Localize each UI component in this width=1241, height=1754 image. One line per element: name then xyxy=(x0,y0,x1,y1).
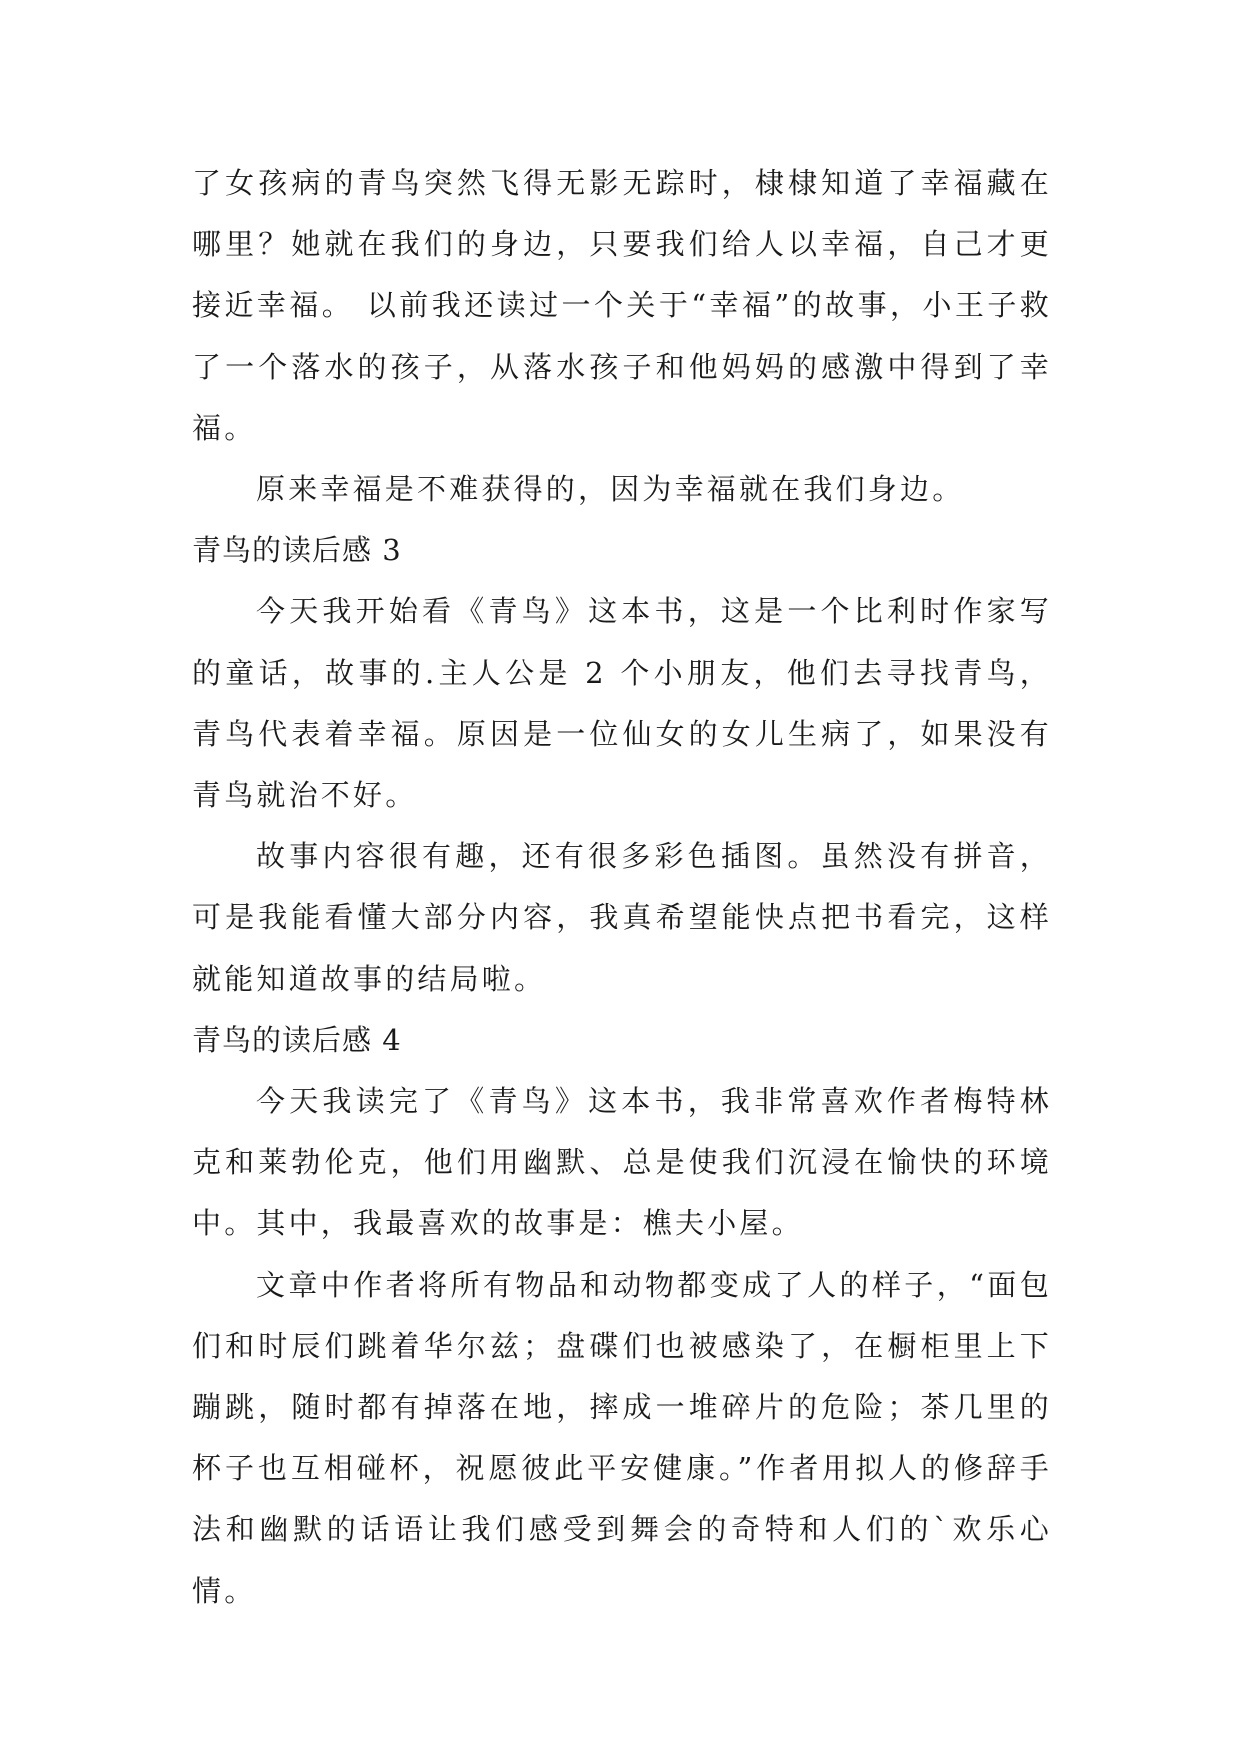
paragraph: 文章中作者将所有物品和动物都变成了人的样子，“面包们和时辰们跳着华尔兹；盘碟们也被感染了，在橱柜里上下蹦跳，随时都有掉落在地，摔成一堆碎片的危险；茶几里的杯子也互相碰杯，祝愿彼此平安健康。”作者用拟人的修辞手法和幽默的话语让我们感受到舞会的奇特和人们的`欢乐心情。 xyxy=(192,1267,1052,1608)
paragraph: 原来幸福是不难获得的，因为幸福就在我们身边。 xyxy=(256,472,965,507)
paragraph: 今天我开始看《青鸟》这本书，这是一个比利时作家写的童话，故事的.主人公是 2 个小朋友，他们去寻找青鸟，青鸟代表着幸福。原因是一位仙女的女儿生病了，如果没有青鸟就治不好。 xyxy=(192,594,1052,813)
document-body xyxy=(192,153,1052,1622)
paragraph: 了女孩病的青鸟突然飞得无影无踪时，棣棣知道了幸福藏在哪里？她就在我们的身边，只要我们给人以幸福，自己才更接近幸福。 以前我还读过一个关于“幸福”的故事，小王子救了一个落水的孩子，从落水孩子和他妈妈的感激中得到了幸福。 xyxy=(192,166,1052,445)
section-heading: 青鸟的读后感 3 xyxy=(192,533,402,568)
section-heading: 青鸟的读后感 4 xyxy=(192,1022,402,1057)
paragraph: 今天我读完了《青鸟》这本书，我非常喜欢作者梅特林克和莱勃伦克，他们用幽默、总是使我们沉浸在愉快的环境中。其中，我最喜欢的故事是：樵夫小屋。 xyxy=(192,1084,1052,1241)
paragraph: 故事内容很有趣，还有很多彩色插图。虽然没有拼音，可是我能看懂大部分内容，我真希望能快点把书看完，这样就能知道故事的结局啦。 xyxy=(192,839,1052,996)
